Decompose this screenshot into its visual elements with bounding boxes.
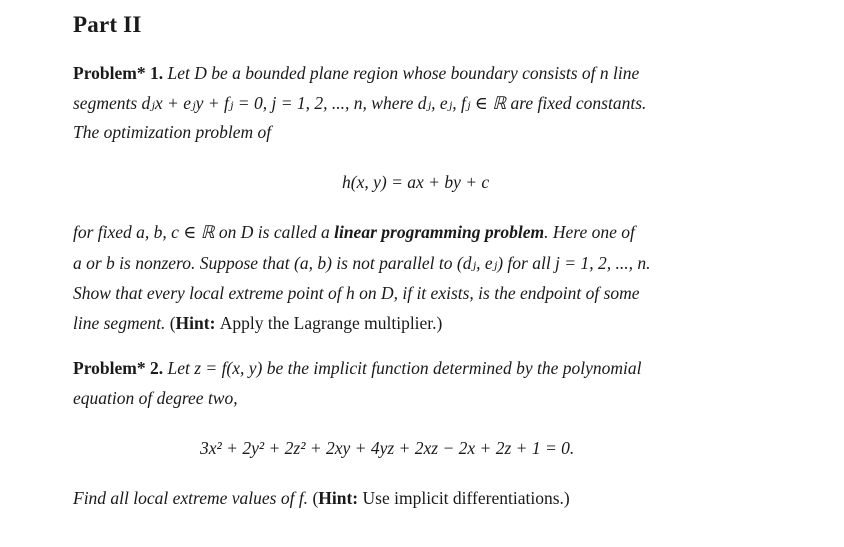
problem1-line5: a or b is nonzero. Suppose that (a, b) is not parallel to (dⱼ, eⱼ) for all j = 1, 2, ..., n. bbox=[73, 253, 651, 273]
problem1-hint-label: Hint: bbox=[175, 313, 216, 333]
problem1-line3: The optimization problem of bbox=[73, 122, 272, 142]
problem1-equation bbox=[342, 170, 489, 194]
objective-function: h(x, y) = ax + by + c bbox=[342, 172, 490, 192]
problem1-text-line7: line segment. bbox=[73, 313, 166, 333]
problem2-hint-label: Hint: bbox=[318, 488, 359, 508]
problem1-line6: Show that every local extreme point of h on D, if it exists, is the endpoint of some bbox=[73, 283, 640, 303]
problem2-line3: Find all local extreme values of f. (Hint: Use implicit differentiations.) bbox=[73, 488, 570, 508]
problem2-hint-text: Use implicit differentiations.) bbox=[362, 488, 570, 508]
problem2-label: Problem* 2. bbox=[73, 358, 164, 378]
problem2-line1 bbox=[73, 356, 641, 380]
problem2-line2: equation of degree two, bbox=[73, 388, 238, 408]
problem2-text-line3: Find all local extreme values of f. bbox=[73, 488, 309, 508]
polynomial-equation: 3x² + 2y² + 2z² + 2xy + 4yz + 2xz − 2x + 2z + 1 = 0. bbox=[200, 438, 575, 458]
section-heading: Part II bbox=[73, 12, 142, 37]
problem1-line1 bbox=[73, 61, 639, 85]
problem1-text-line4-pre: for fixed a, b, c ∈ ℝ on D is called a bbox=[73, 222, 330, 242]
problem1-hint-text: Apply the Lagrange multiplier.) bbox=[219, 313, 443, 333]
problem1-label: Problem* 1. bbox=[73, 63, 164, 83]
problem2-text-line1: Let z = f(x, y) be the implicit function determined by the polynomial bbox=[167, 358, 642, 378]
problem1-text-line1: Let D be a bounded plane region whose boundary consists of n line bbox=[167, 63, 640, 83]
problem1-text-line4-post: . Here one of bbox=[544, 222, 635, 242]
linear-programming-term: linear programming problem bbox=[334, 222, 545, 242]
problem1-line4 bbox=[73, 220, 635, 244]
problem1-line7: line segment. (Hint: Apply the Lagrange multiplier.) bbox=[73, 313, 443, 333]
problem2-equation bbox=[200, 436, 574, 460]
problem1-line2: segments dⱼx + eⱼy + fⱼ = 0, j = 1, 2, ..., n, where dⱼ, eⱼ, fⱼ ∈ ℝ are fixed constants. bbox=[73, 93, 647, 113]
